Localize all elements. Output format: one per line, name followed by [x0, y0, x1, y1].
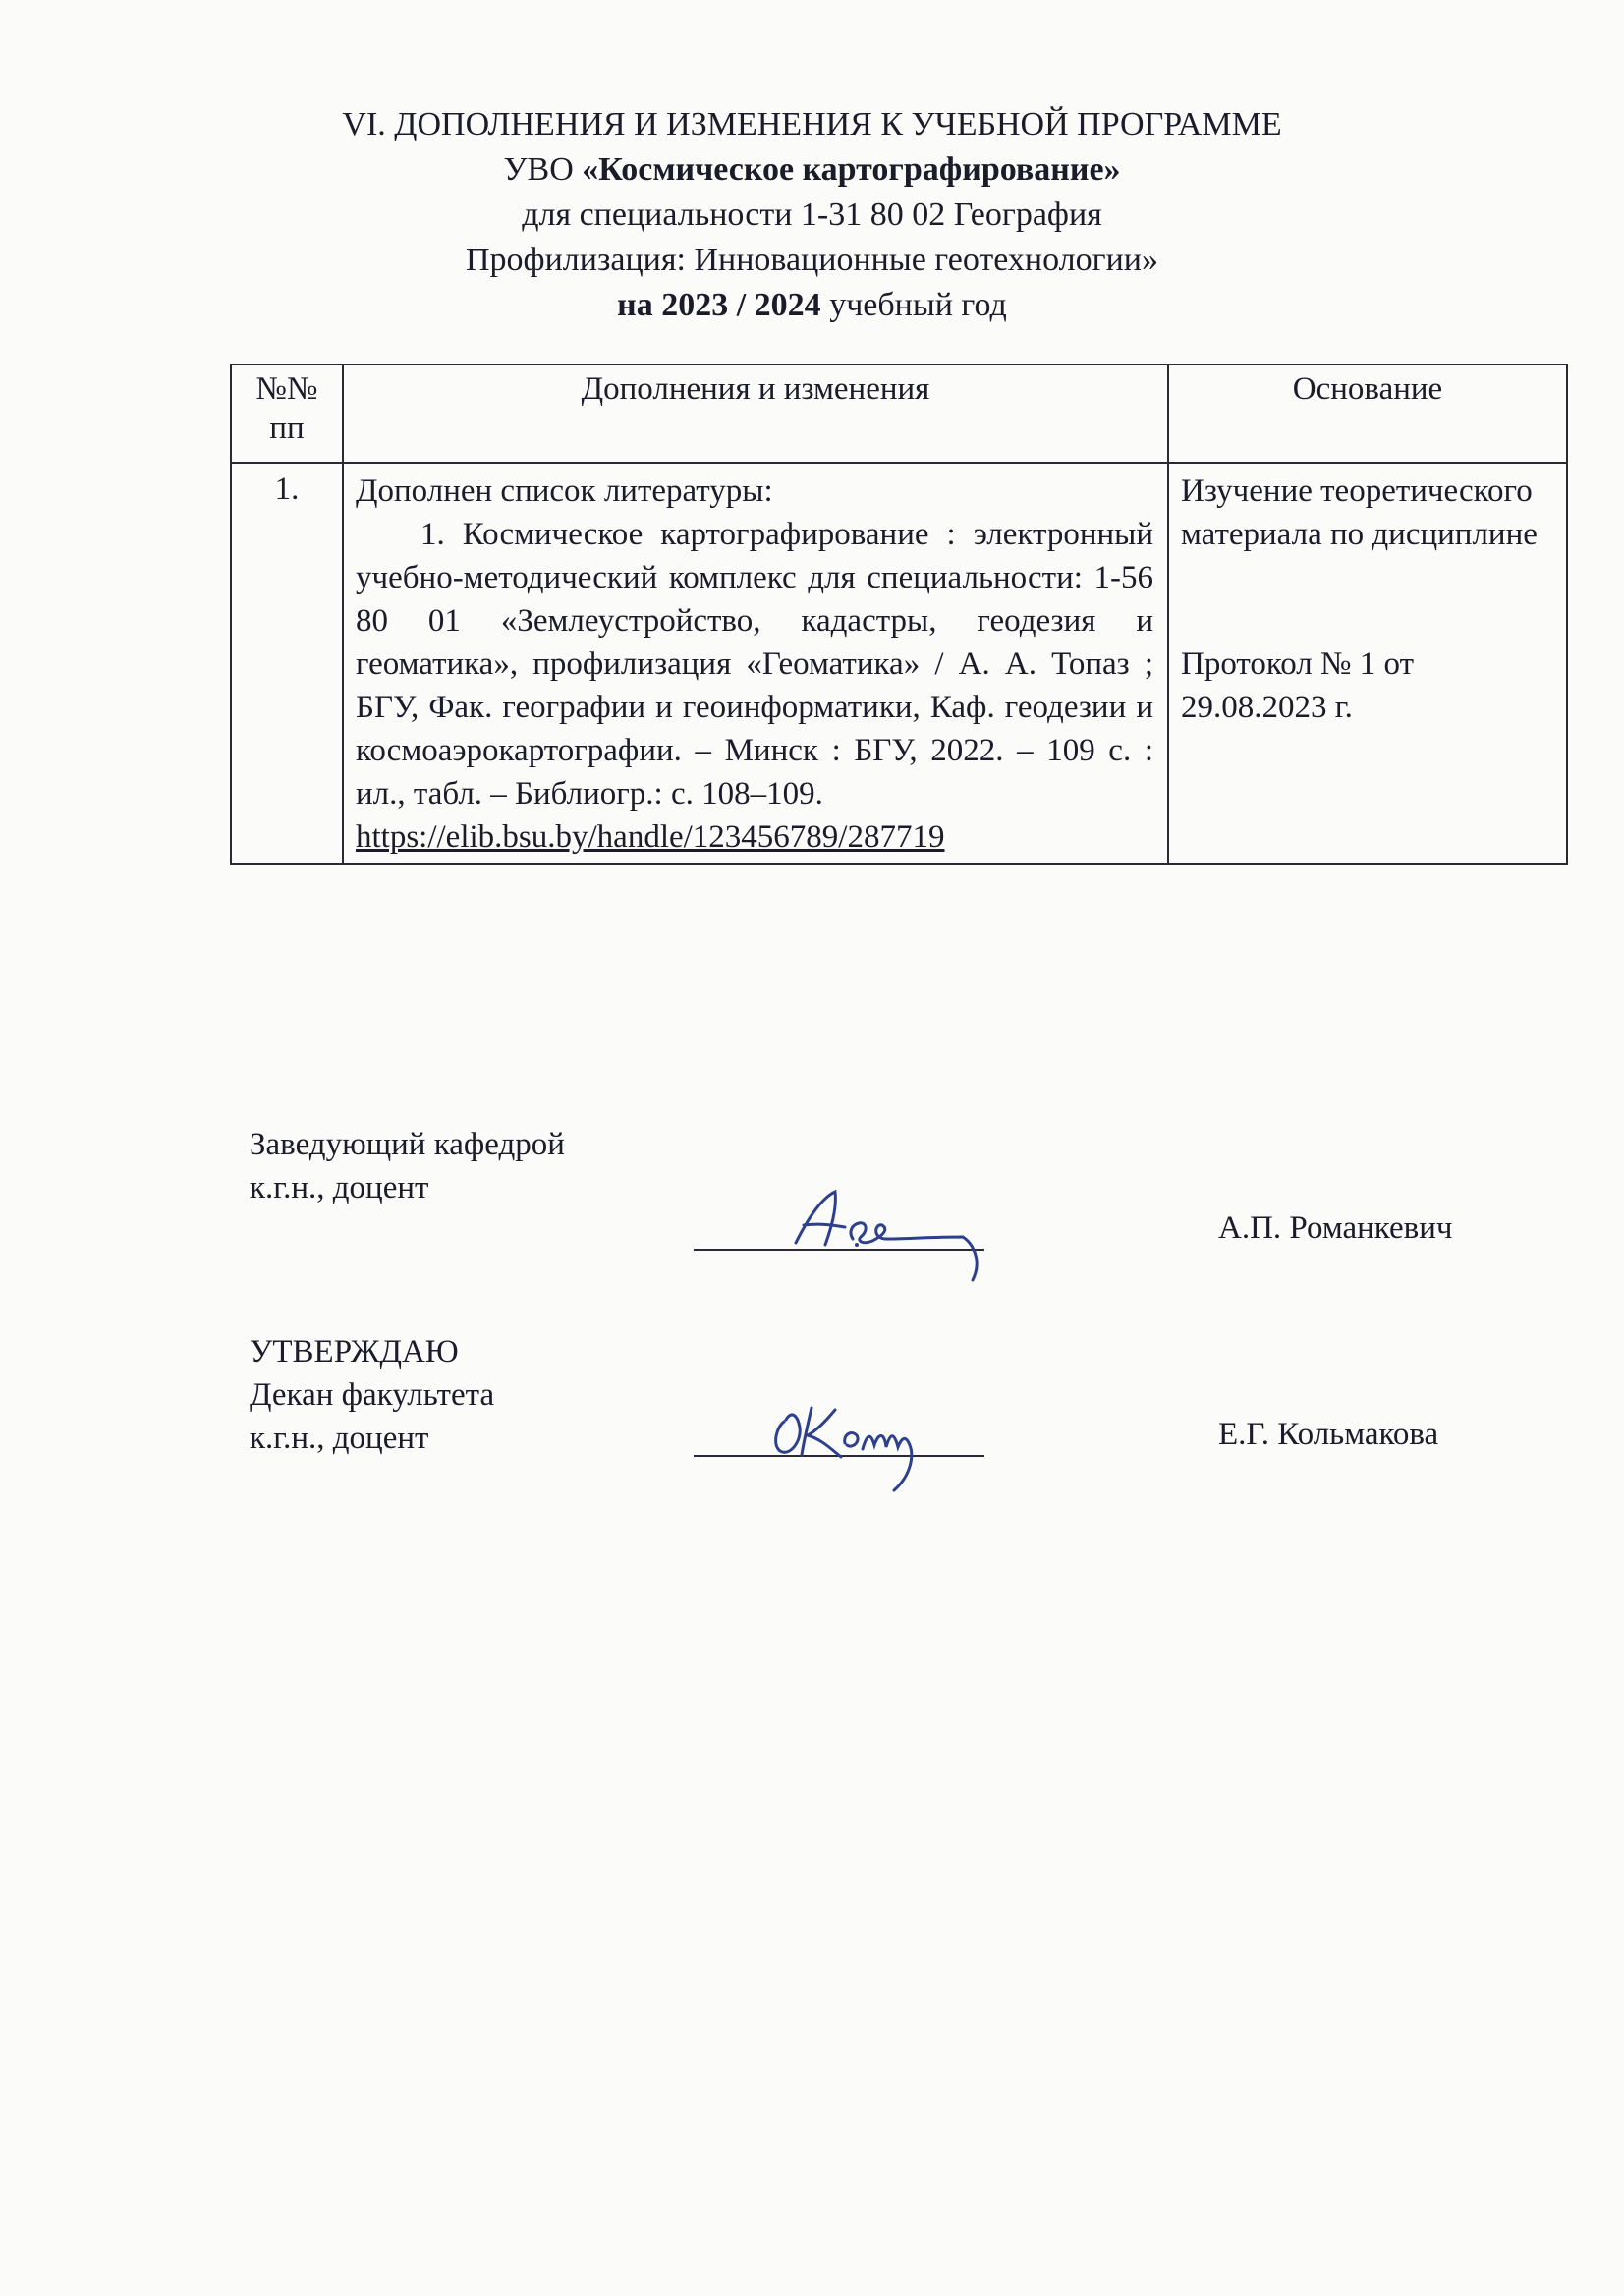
header-line-4: Профилизация: Инновационные геотехнологии»	[466, 242, 1158, 278]
head-name: А.П. Романкевич	[1218, 1210, 1453, 1246]
row-intro: Дополнен список литературы:	[356, 474, 773, 509]
document-header	[0, 102, 1624, 328]
row-number: 1.	[231, 463, 343, 864]
literature-item: 1. Космическое картографирование : электронный учебно-методический комплекс для специальности: 1-56 80 01 «Землеустройство, кадастры, геодезия и геоматика», профилизация «Геоматика» / А. А. Топаз ; БГУ, Фак. географии и геоинформатики, Каф. геодезии и космоаэрокартографии. – Минск : БГУ, 2022. – 109 с. : ил., табл. – Библиогр.: с. 108–109.	[356, 517, 1153, 812]
dean-title: Декан факультета	[250, 1377, 495, 1413]
table-row	[231, 463, 1567, 864]
header-line-2: УВО «Космическое картографирование»	[503, 151, 1121, 188]
basis-text: Изучение теоретического материала по дисциплине	[1181, 474, 1538, 552]
dean-signature-icon	[747, 1380, 973, 1498]
protocol-line-1: Протокол № 1 от	[1181, 646, 1414, 682]
row-changes	[343, 463, 1168, 864]
literature-link[interactable]: https://elib.bsu.by/handle/123456789/287719	[356, 819, 945, 855]
table-header-row	[231, 364, 1567, 463]
discipline-title: «Космическое картографирование»	[582, 151, 1121, 188]
academic-year: на 2023 / 2024	[617, 287, 821, 323]
dean-name: Е.Г. Кольмакова	[1218, 1417, 1439, 1452]
head-title: Заведующий кафедрой к.г.н., доцент	[250, 1127, 565, 1205]
header-line-3: для специальности 1-31 80 02 География	[522, 196, 1102, 233]
header-line-1: VI. ДОПОЛНЕНИЯ И ИЗМЕНЕНИЯ К УЧЕБНОЙ ПРОГРАММЕ	[342, 106, 1282, 142]
head-signature-icon	[766, 1174, 1022, 1292]
header-changes: Дополнения и изменения	[343, 364, 1168, 463]
header-line-5: на 2023 / 2024 учебный год	[617, 287, 1007, 323]
approve-label: УТВЕРЖДАЮ	[250, 1334, 459, 1370]
header-basis: Основание	[1168, 364, 1567, 463]
dean-degree: к.г.н., доцент	[250, 1421, 429, 1456]
protocol-line-2: 29.08.2023 г.	[1181, 690, 1353, 725]
dean-block	[250, 1330, 494, 1460]
changes-table	[230, 364, 1568, 865]
header-num: №№ пп	[231, 364, 343, 463]
row-basis	[1168, 463, 1567, 864]
